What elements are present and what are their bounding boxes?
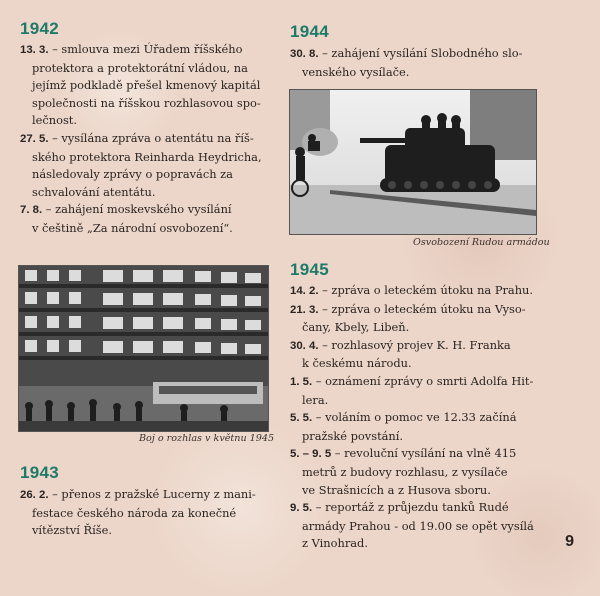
entry-text: jejímž podkladě přešel kmenový kapitál [32,78,261,93]
entry-text: schvalování atentátu. [32,184,156,199]
entry-line [290,428,560,446]
entry-text: – rozhlasový projev K. H. Franka [318,337,511,352]
photo-battle-for-radio [18,265,269,432]
entry-text: – zpráva o leteckém útoku na Vyso- [318,301,526,316]
entry-line [20,486,270,505]
entry-line [290,445,560,464]
timeline-entry [290,499,560,553]
entry-date: 21. 3. [290,303,319,316]
entry-line [20,505,270,523]
entry-text: – oznámení zprávy o smrti Adolfa Hit- [312,373,534,388]
entry-line [20,77,270,95]
entry-line [290,518,560,536]
entry-text: – vysílána zpráva o atentátu na říš- [48,130,254,145]
timeline-entry [20,41,270,130]
entry-text: – smlouva mezi Úřadem říšského [48,42,243,56]
timeline-entry [290,45,550,81]
entry-line [290,409,560,428]
entry-text: z Vinohrad. [302,536,368,551]
entry-text: – zahájení moskevského vysílání [42,202,232,217]
photo-caption-left: Boj o rozhlas v květnu 1945 [139,433,275,444]
timeline-entry [290,301,560,337]
entry-text: protektora a protektorátní vládou, na [32,60,248,75]
photo-caption-right: Osvobození Rudou armádou [413,237,550,248]
entry-date: 14. 2. [290,285,319,297]
entries-1945 [290,282,560,553]
entry-date: 30. 8. [290,48,319,60]
entry-line [20,149,270,167]
entry-line [290,64,550,82]
entry-line [20,112,270,130]
entries-1944 [290,45,550,81]
entry-text: společnosti na říšskou rozhlasovou spo- [32,95,261,110]
year-heading-1943: 1943 [20,463,60,482]
entry-text: lera. [302,392,329,407]
entry-date: 27. 5. [20,132,49,145]
entry-line [290,319,560,337]
entry-text: ve Strašnicích a z Husova sboru. [302,482,491,497]
entry-text: – voláním o pomoc ve 12.33 začíná [312,410,517,425]
entry-date: 7. 8. [20,204,43,217]
entry-date: 30. 4. [290,339,319,352]
entry-text: – revoluční vysílání na vlně 415 [331,446,517,461]
entry-line [290,392,560,410]
entry-line [20,130,270,149]
timeline-entry [290,445,560,499]
year-heading-1945: 1945 [290,260,330,279]
entry-text: vítězství Říše. [32,523,112,538]
entry-date: 26. 2. [20,489,49,501]
timeline-entry [290,282,560,301]
entries-1943 [20,486,270,540]
entry-line [20,95,270,113]
year-heading-1944: 1944 [290,22,330,41]
entries-1942 [20,41,270,238]
entry-line [290,282,560,301]
timeline-entry [290,337,560,373]
building-photo-image [19,266,268,431]
entry-line [20,41,270,60]
entry-date: 5. – 9. 5 [290,448,332,461]
timeline-entry [290,373,560,409]
entry-date: 5. 5. [290,412,313,425]
page-number: 9 [565,533,574,550]
entry-text: pražské povstání. [302,428,404,443]
entry-text: armády Prahou - od 19.00 se opět vysílá [302,518,534,533]
entry-text: následovaly zprávy o popravách za [32,167,233,182]
timeline-entry [20,486,270,540]
entry-line [290,337,560,356]
entry-line [20,60,270,78]
entry-line [20,184,270,202]
entry-line [290,373,560,392]
year-heading-1942: 1942 [20,19,60,38]
entry-date: 13. 3. [20,44,49,56]
photo-red-army-liberation [289,89,537,235]
entry-line [20,220,270,238]
entry-line [290,45,550,64]
entry-text: ského protektora Reinharda Heydricha, [32,149,262,164]
entry-text: – zpráva o leteckém útoku na Prahu. [318,283,534,297]
entry-line [290,499,560,518]
entry-line [290,464,560,482]
entry-text: v češtině „Za národní osvobození“. [32,220,233,235]
entry-line [20,201,270,220]
entry-text: festace českého národa za konečné [32,505,237,520]
entry-text: – reportáž z průjezdu tanků Rudé [312,500,509,515]
entry-text: lečnost. [32,113,78,128]
entry-text: venského vysílače. [302,64,410,79]
entry-text: metrů z budovy rozhlasu, z vysílače [302,464,508,479]
entry-line [290,535,560,553]
entry-text: čany, Kbely, Libeň. [302,320,410,335]
timeline-entry [290,409,560,445]
entry-text: – zahájení vysílání Slobodného slo- [318,46,523,60]
entry-line [20,522,270,540]
entry-text: k českému národu. [302,356,412,371]
entry-text: – přenos z pražské Lucerny z mani- [48,487,256,501]
entry-line [20,166,270,184]
entry-line [290,355,560,373]
timeline-entry [20,130,270,201]
entry-date: 1. 5. [290,375,313,388]
entry-date: 9. 5. [290,502,313,515]
tank-photo-image [290,90,536,234]
entry-line [290,301,560,320]
timeline-entry [20,201,270,237]
entry-line [290,482,560,500]
